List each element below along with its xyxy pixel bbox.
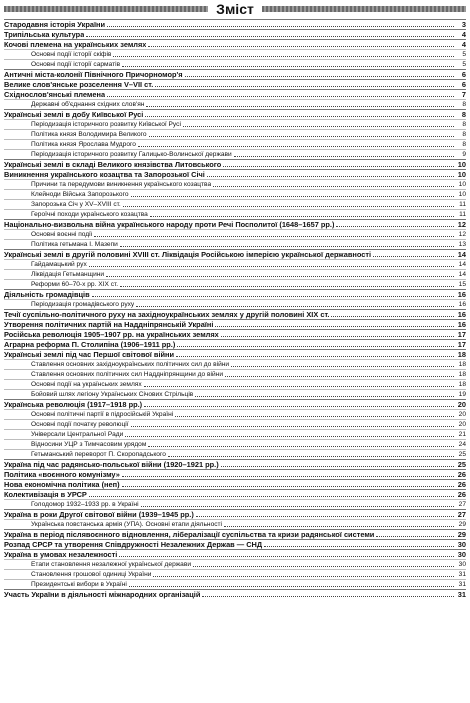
toc-subsection-entry[interactable]: [4, 559, 466, 569]
toc-leader-dots: [225, 376, 454, 377]
toc-leader-dots: [175, 416, 454, 417]
toc-entry-title: Національно-визвольна війна українського народу проти Речі Посполитої (1648–1657 рр.): [4, 219, 335, 229]
toc-leader-dots: [213, 186, 454, 187]
toc-page-number: 25: [458, 450, 466, 458]
toc-entry-title: Періодизація історичного розвитку Київської Русі: [31, 120, 181, 128]
toc-entry-title: Російська революція 1905–1907 рр. на українських землях: [4, 329, 219, 339]
toc-page-number: 12: [457, 219, 466, 229]
toc-entry-title: Голодомор 1932–1933 рр. в Україні: [31, 500, 139, 508]
toc-leader-dots: [148, 446, 454, 447]
toc-section-entry[interactable]: [4, 469, 466, 479]
toc-page-number: 5: [462, 50, 466, 58]
toc-section-entry[interactable]: [4, 19, 466, 29]
toc-entry-title: Українські землі в складі Великого князівства Литовського: [4, 159, 222, 169]
toc-leader-dots: [144, 406, 454, 407]
toc-page-number: 31: [458, 580, 466, 588]
toc-page-number: 5: [462, 60, 466, 68]
toc-leader-dots: [234, 156, 454, 157]
toc-section-entry[interactable]: [4, 249, 466, 259]
toc-leader-dots: [177, 346, 454, 347]
toc-subsection-entry[interactable]: [4, 499, 466, 509]
toc-section-entry[interactable]: [4, 489, 466, 499]
toc-entry-title: Основні події історії сарматів: [31, 60, 121, 68]
toc-subsection-entry[interactable]: [4, 119, 466, 129]
toc-leader-dots: [122, 476, 454, 477]
toc-section-entry[interactable]: [4, 289, 466, 299]
toc-page-number: 8: [461, 109, 466, 119]
toc-entry-title: Основні воєнні події: [31, 230, 93, 238]
toc-subsection-entry[interactable]: [4, 189, 466, 199]
toc-page: [0, 3, 470, 703]
toc-entry-title: Президентські вибори в Україні: [31, 580, 127, 588]
toc-page-number: 27: [458, 500, 466, 508]
toc-leader-dots: [231, 366, 454, 367]
toc-page-number: 30: [457, 539, 466, 549]
toc-page-number: 18: [457, 349, 466, 359]
toc-page-number: 19: [458, 390, 466, 398]
toc-leader-dots: [122, 66, 454, 67]
toc-entry-title: Україна в роки Другої світової війни (1939–1945 рр.): [4, 509, 194, 519]
toc-entry-title: Трипільська культура: [4, 29, 85, 39]
toc-page-number: 20: [458, 410, 466, 418]
toc-entry-title: Періодизація громадівського руху: [31, 300, 135, 308]
toc-leader-dots: [138, 146, 454, 147]
toc-leader-dots: [120, 286, 454, 287]
toc-subsection-entry[interactable]: [4, 519, 466, 529]
toc-subsection-entry[interactable]: [4, 449, 466, 459]
toc-section-entry[interactable]: [4, 509, 466, 519]
toc-entry-title: Основні політичні партії в підросійській Україні: [31, 410, 174, 418]
toc-subsection-entry[interactable]: [4, 269, 466, 279]
toc-page-number: 15: [458, 280, 466, 288]
toc-page-number: 18: [458, 370, 466, 378]
toc-leader-dots: [125, 436, 454, 437]
toc-entry-title: Утворення політичних партій на Наддніпрянській Україні: [4, 319, 214, 329]
toc-entry-title: Відносини УЦР з Тимчасовим урядом: [31, 440, 147, 448]
toc-subsection-entry[interactable]: [4, 209, 466, 219]
toc-section-entry[interactable]: [4, 219, 466, 229]
toc-entry-title: Ліквідація Гетьманщини: [31, 270, 105, 278]
toc-page-number: 11: [459, 210, 466, 218]
toc-entry-title: Участь України в діяльності міжнародних організацій: [4, 589, 201, 599]
toc-leader-dots: [131, 196, 454, 197]
toc-page-number: 25: [457, 459, 466, 469]
toc-entry-title: Нова економічна політика (неп): [4, 479, 120, 489]
toc-entry-title: Ставлення основних політичних сил Наддніпрянщини до війни: [31, 370, 224, 378]
toc-page-number: 16: [458, 300, 466, 308]
toc-section-entry[interactable]: [4, 79, 466, 89]
toc-leader-dots: [196, 516, 454, 517]
toc-page-number: 16: [457, 309, 466, 319]
toc-page-number: 12: [458, 230, 466, 238]
toc-entry-title: Запорозька Січ у XV–XVIII ст.: [31, 200, 121, 208]
toc-leader-dots: [221, 466, 454, 467]
toc-page-number: 16: [457, 289, 466, 299]
toc-entry-title: Діяльність громадівців: [4, 289, 90, 299]
toc-leader-dots: [106, 276, 454, 277]
toc-entry-title: Періодизація історичного розвитку Галицько-Волинської держави: [31, 150, 232, 158]
toc-section-entry[interactable]: [4, 29, 466, 39]
toc-subsection-entry[interactable]: [4, 439, 466, 449]
toc-entry-title: Колективізація в УРСР: [4, 489, 87, 499]
toc-page-number: 24: [458, 440, 466, 448]
toc-entry-title: Східнослов'янські племена: [4, 89, 106, 99]
toc-subsection-entry[interactable]: [4, 389, 466, 399]
toc-section-entry[interactable]: [4, 529, 466, 539]
toc-entry-title: Етапи становлення незалежної української держави: [31, 560, 192, 568]
toc-entry-title: Основні події історії скіфів: [31, 50, 112, 58]
toc-page-number: 27: [457, 509, 466, 519]
toc-page-number: 10: [457, 169, 466, 179]
toc-subsection-entry[interactable]: [4, 229, 466, 239]
toc-page-number: 31: [458, 570, 466, 578]
toc-leader-dots: [123, 206, 454, 207]
toc-leader-dots: [185, 76, 454, 77]
toc-page-number: 14: [458, 270, 466, 278]
toc-section-entry[interactable]: [4, 319, 466, 329]
toc-leader-dots: [122, 486, 454, 487]
toc-subsection-entry[interactable]: [4, 299, 466, 309]
toc-leader-dots: [119, 556, 454, 557]
toc-entry-title: Політика князя Ярослава Мудрого: [31, 140, 136, 148]
toc-leader-dots: [195, 396, 454, 397]
toc-page-number: 30: [457, 549, 466, 559]
toc-leader-dots: [221, 336, 454, 337]
toc-section-entry[interactable]: [4, 169, 466, 179]
toc-subsection-entry[interactable]: [4, 239, 466, 249]
toc-subsection-entry[interactable]: [4, 199, 466, 209]
toc-subsection-entry[interactable]: [4, 99, 466, 109]
toc-page-number: 21: [458, 430, 466, 438]
toc-subsection-entry[interactable]: [4, 379, 466, 389]
toc-entry-title: Українська повстанська армія (УПА). Основні етапи діяльності: [31, 520, 223, 528]
toc-subsection-entry[interactable]: [4, 409, 466, 419]
toc-leader-dots: [183, 126, 454, 127]
toc-page-number: 17: [457, 339, 466, 349]
toc-page-number: 13: [458, 240, 466, 248]
toc-entry-title: Велике слов'янське розселення V–VII ст.: [4, 79, 154, 89]
toc-section-entry[interactable]: [4, 349, 466, 359]
toc-page-number: 20: [458, 420, 466, 428]
toc-entry-title: Україна під час радянсько-польської війни (1920–1921 рр.): [4, 459, 219, 469]
toc-leader-dots: [107, 96, 454, 97]
toc-leader-dots: [89, 496, 454, 497]
toc-page-number: 8: [462, 140, 466, 148]
toc-leader-dots: [144, 386, 454, 387]
toc-leader-dots: [168, 456, 454, 457]
toc-section-entry[interactable]: [4, 459, 466, 469]
toc-entry-title: Виникнення українського козацтва та Запорозької Січі: [4, 169, 205, 179]
toc-leader-dots: [120, 246, 454, 247]
toc-entry-title: Основні події початку революції: [31, 420, 129, 428]
toc-section-entry[interactable]: [4, 339, 466, 349]
toc-section-entry[interactable]: [4, 549, 466, 559]
toc-leader-dots: [136, 306, 454, 307]
toc-leader-dots: [107, 26, 454, 27]
toc-page-number: 9: [462, 150, 466, 158]
toc-header: [4, 3, 466, 15]
toc-page-number: 14: [458, 260, 466, 268]
toc-entry-title: Ставлення основних західноукраїнських політичних сил до війни: [31, 360, 230, 368]
toc-section-entry[interactable]: [4, 159, 466, 169]
toc-page-number: 7: [461, 89, 466, 99]
toc-leader-dots: [141, 506, 454, 507]
toc-subsection-entry[interactable]: [4, 139, 466, 149]
toc-page-number: 26: [457, 479, 466, 489]
toc-page-number: 4: [461, 29, 466, 39]
toc-page-number: 17: [457, 329, 466, 339]
toc-leader-dots: [215, 326, 454, 327]
toc-leader-dots: [145, 116, 454, 117]
toc-leader-dots: [202, 596, 454, 597]
toc-list: [4, 19, 466, 599]
toc-leader-dots: [148, 46, 454, 47]
toc-page-number: 26: [457, 469, 466, 479]
toc-subsection-entry[interactable]: [4, 429, 466, 439]
toc-section-entry[interactable]: [4, 309, 466, 319]
toc-page-number: 10: [457, 159, 466, 169]
toc-page-number: 3: [461, 19, 466, 29]
toc-section-entry[interactable]: [4, 479, 466, 489]
toc-page-number: 26: [457, 489, 466, 499]
toc-subsection-entry[interactable]: [4, 579, 466, 589]
toc-page-number: 4: [461, 39, 466, 49]
toc-subsection-entry[interactable]: [4, 49, 466, 59]
toc-page-number: 11: [459, 200, 466, 208]
toc-entry-title: Українські землі в добу Київської Русі: [4, 109, 144, 119]
toc-entry-title: Аграрна реформа П. Столипіна (1906–1911 рр.): [4, 339, 176, 349]
toc-leader-dots: [131, 426, 454, 427]
toc-subsection-entry[interactable]: [4, 359, 466, 369]
toc-entry-title: Стародавня історія України: [4, 19, 106, 29]
toc-entry-title: Українські землі під час Першої світової війни: [4, 349, 175, 359]
toc-section-entry[interactable]: [4, 109, 466, 119]
toc-entry-title: Реформи 60–70-х рр. XIX ст.: [31, 280, 119, 288]
toc-page-number: 8: [462, 130, 466, 138]
toc-page-number: 8: [462, 120, 466, 128]
toc-leader-dots: [207, 176, 454, 177]
toc-leader-dots: [129, 586, 454, 587]
toc-subsection-entry[interactable]: [4, 569, 466, 579]
toc-subsection-entry[interactable]: [4, 59, 466, 69]
toc-leader-dots: [336, 226, 454, 227]
toc-section-entry[interactable]: [4, 69, 466, 79]
toc-section-entry[interactable]: [4, 89, 466, 99]
toc-leader-dots: [264, 546, 454, 547]
toc-entry-title: Течії суспільно-політичного руху на західноукраїнських землях у другій половині XIX ст.: [4, 309, 330, 319]
toc-page-number: 29: [457, 529, 466, 539]
toc-page-number: 8: [462, 100, 466, 108]
toc-page-number: 30: [458, 560, 466, 568]
toc-section-entry[interactable]: [4, 539, 466, 549]
toc-leader-dots: [92, 296, 454, 297]
toc-leader-dots: [89, 266, 454, 267]
toc-entry-title: Українська революція (1917–1918 рр.): [4, 399, 143, 409]
toc-entry-title: Кочові племена на українських землях: [4, 39, 147, 49]
toc-entry-title: Античні міста-колонії Північного Причорномор'я: [4, 69, 183, 79]
toc-entry-title: Україна в період післявоєнного відновлення, лібералізації суспільства та кризи радянської системи: [4, 529, 375, 539]
toc-entry-title: Політика гетьмана І. Мазепи: [31, 240, 118, 248]
toc-leader-dots: [224, 526, 454, 527]
toc-entry-title: Політика князя Володимира Великого: [31, 130, 147, 138]
toc-entry-title: Державні об'єднання східних слов'ян: [31, 100, 145, 108]
toc-entry-title: Основні події на українських землях: [31, 380, 142, 388]
toc-page-number: 6: [461, 69, 466, 79]
toc-leader-dots: [373, 256, 454, 257]
toc-page-number: 6: [461, 79, 466, 89]
toc-entry-title: Бойовий шлях легіону Українських Січових Стрільців: [31, 390, 194, 398]
toc-leader-dots: [153, 576, 454, 577]
toc-leader-dots: [149, 136, 454, 137]
toc-leader-dots: [113, 56, 454, 57]
toc-leader-dots: [86, 36, 454, 37]
toc-subsection-entry[interactable]: [4, 259, 466, 269]
toc-page-number: 29: [458, 520, 466, 528]
toc-section-entry[interactable]: [4, 39, 466, 49]
toc-leader-dots: [146, 106, 454, 107]
toc-leader-dots: [94, 236, 454, 237]
toc-leader-dots: [223, 166, 454, 167]
toc-entry-title: Гетьманський переворот П. Скоропадського: [31, 450, 166, 458]
toc-entry-title: Українські землі в другій половині XVIII ст. Ліквідація Російською імперією української державності: [4, 249, 372, 259]
toc-page-number: 18: [458, 380, 466, 388]
toc-page-number: 10: [458, 190, 466, 198]
toc-entry-title: Клейноди Війська Запорозького: [31, 190, 129, 198]
header-band-left: [4, 6, 208, 12]
toc-entry-title: Україна в умовах незалежності: [4, 549, 118, 559]
toc-entry-title: Причини та передумови виникнення українського козацтва: [31, 180, 212, 188]
toc-page-number: 20: [457, 399, 466, 409]
toc-entry-title: Політика «воєнного комунізму»: [4, 469, 120, 479]
toc-entry-title: Героїчні походи українського козацтва: [31, 210, 148, 218]
toc-page-number: 31: [457, 589, 466, 599]
toc-entry-title: Гайдамацький рух: [31, 260, 87, 268]
toc-leader-dots: [376, 536, 454, 537]
toc-leader-dots: [193, 566, 454, 567]
toc-leader-dots: [155, 86, 454, 87]
toc-subsection-entry[interactable]: [4, 179, 466, 189]
toc-leader-dots: [150, 216, 454, 217]
header-band-right: [262, 6, 466, 12]
toc-entry-title: Розпад СРСР та утворення Співдружності Незалежних Держав — СНД: [4, 539, 263, 549]
toc-subsection-entry[interactable]: [4, 129, 466, 139]
toc-leader-dots: [331, 316, 454, 317]
toc-section-entry[interactable]: [4, 589, 466, 599]
toc-leader-dots: [176, 356, 454, 357]
toc-page-number: 18: [458, 360, 466, 368]
toc-section-entry[interactable]: [4, 399, 466, 409]
toc-page-number: 10: [458, 180, 466, 188]
toc-subsection-entry[interactable]: [4, 149, 466, 159]
toc-entry-title: Універсали Центральної Ради: [31, 430, 124, 438]
toc-subsection-entry[interactable]: [4, 419, 466, 429]
toc-page-number: 14: [457, 249, 466, 259]
toc-subsection-entry[interactable]: [4, 279, 466, 289]
page-title: Зміст: [216, 1, 254, 17]
toc-entry-title: Становлення грошової одиниці України: [31, 570, 152, 578]
toc-page-number: 16: [457, 319, 466, 329]
toc-subsection-entry[interactable]: [4, 369, 466, 379]
toc-section-entry[interactable]: [4, 329, 466, 339]
